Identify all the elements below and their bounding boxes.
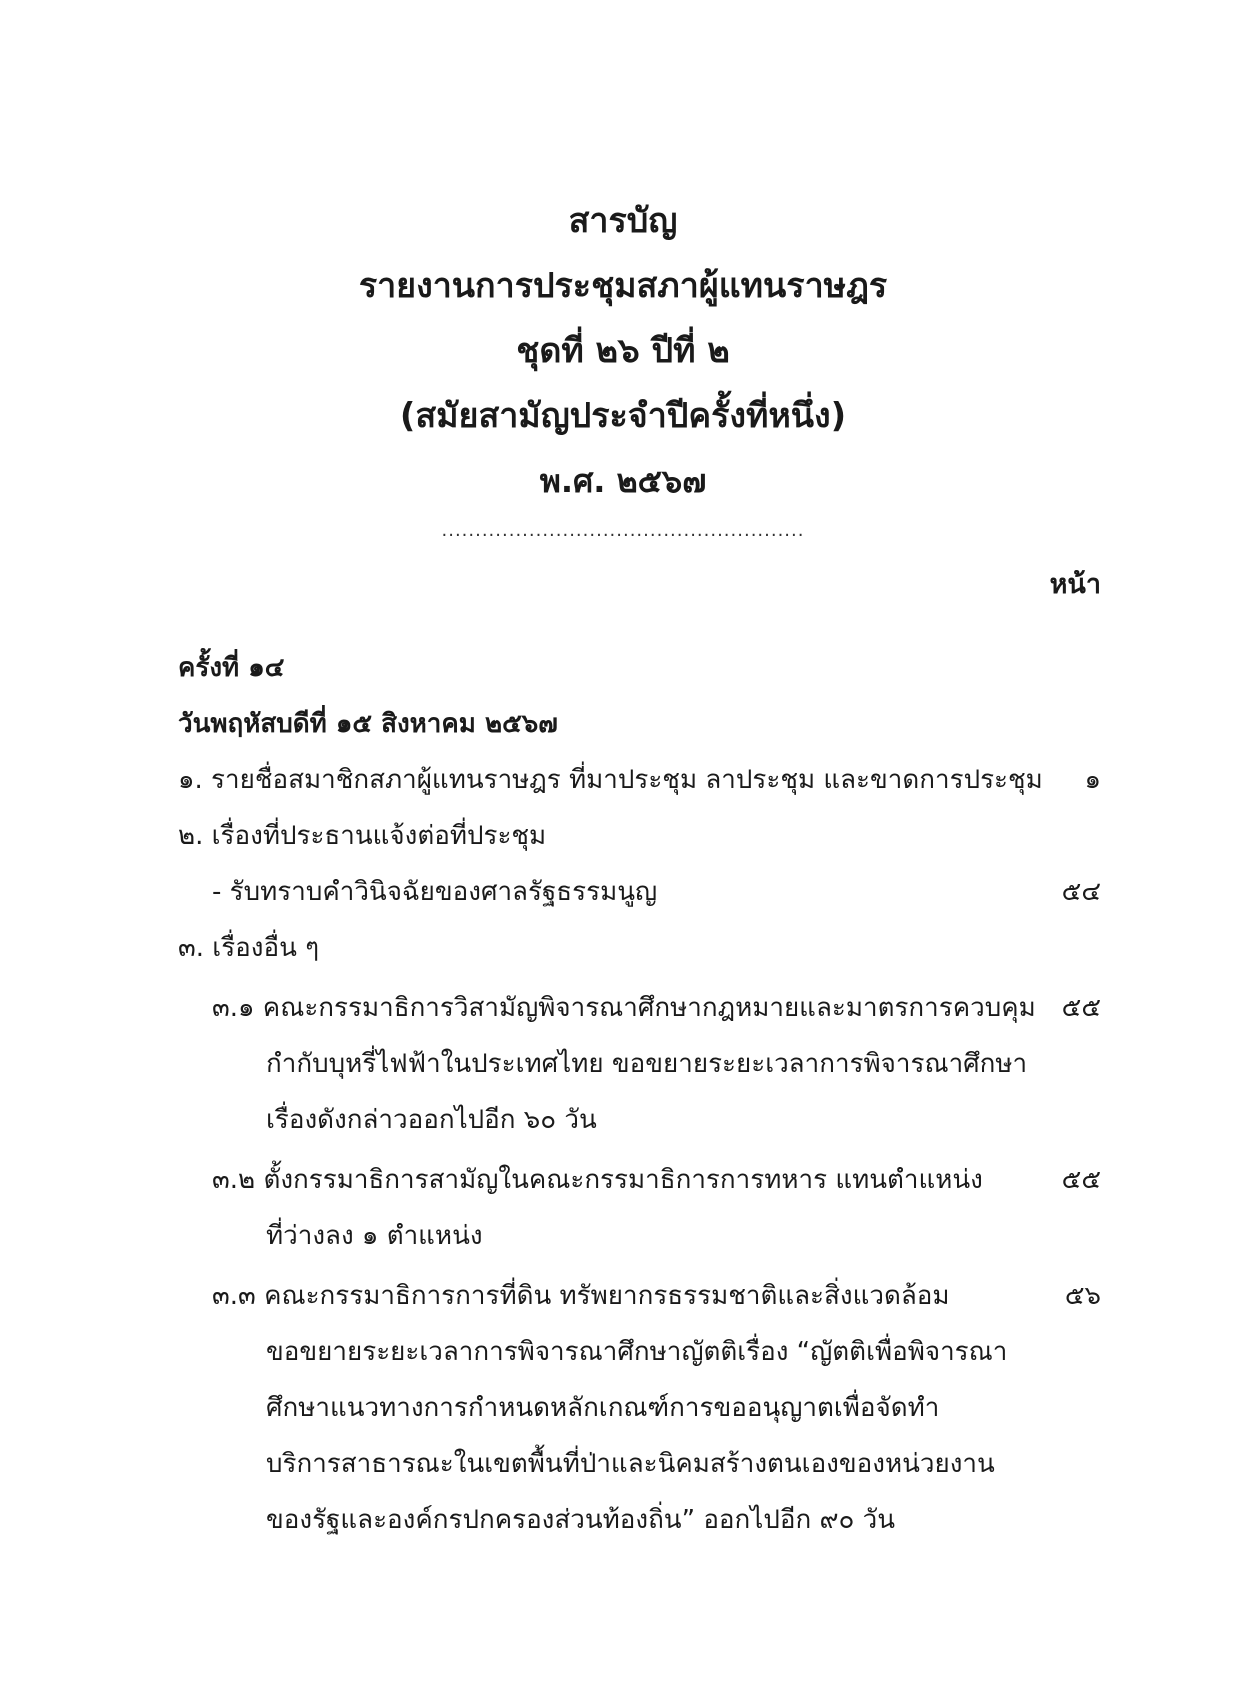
toc-item-continuation: ศึกษาแนวทางการกำหนดหลักเกณฑ์การขออนุญาตเพื่อจัดทำ xyxy=(266,1393,940,1423)
buddhist-year: พ.ศ. ๒๕๖๗ xyxy=(539,462,707,500)
page-column-label: หน้า xyxy=(1049,569,1101,600)
report-title: รายงานการประชุมสภาผู้แทนราษฎร xyxy=(358,266,888,306)
toc-item-1 xyxy=(178,752,1101,808)
toc-page-number: ๕๔ xyxy=(1061,877,1101,907)
toc-item-text: - รับทราบคำวินิจฉัยของศาลรัฐธรรมนูญ xyxy=(212,877,658,907)
toc-item-continuation: ขอขยายระยะเวลาการพิจารณาศึกษาญัตติเรื่อง “ญัตติเพื่อพิจารณา xyxy=(266,1337,1008,1367)
toc-item-text: ๓.๑ คณะกรรมาธิการวิสามัญพิจารณาศึกษากฎหมายและมาตรการควบคุม xyxy=(212,993,1036,1023)
toc-item-text: ๑. รายชื่อสมาชิกสภาผู้แทนราษฎร ที่มาประชุม ลาประชุม และขาดการประชุม xyxy=(178,765,1043,795)
toc-item-continuation: ของรัฐและองค์กรปกครองส่วนท้องถิ่น” ออกไปอีก ๙๐ วัน xyxy=(266,1505,896,1535)
toc-item-continuation: เรื่องดังกล่าวออกไปอีก ๖๐ วัน xyxy=(266,1105,597,1135)
toc-item-text: ๓.๓ คณะกรรมาธิการการที่ดิน ทรัพยากรธรรมชาติและสิ่งแวดล้อม xyxy=(212,1281,950,1311)
toc-item-text: ๒. เรื่องที่ประธานแจ้งต่อที่ประชุม xyxy=(178,821,547,851)
toc-item-3 xyxy=(178,920,1101,976)
toc-page-number: ๕๕ xyxy=(1061,1165,1101,1195)
session-number: ครั้งที่ ๑๔ xyxy=(178,653,285,683)
toc-page-number: ๕๖ xyxy=(1064,1281,1101,1311)
toc-page-number: ๕๕ xyxy=(1061,993,1101,1023)
toc-item-continuation: ที่ว่างลง ๑ ตำแหน่ง xyxy=(266,1221,483,1251)
series-year: ชุดที่ ๒๖ ปีที่ ๒ xyxy=(516,331,730,371)
toc-item-text: ๓.๒ ตั้งกรรมาธิการสามัญในคณะกรรมาธิการการทหาร แทนตำแหน่ง xyxy=(212,1165,983,1195)
toc-item-continuation: บริการสาธารณะในเขตพื้นที่ป่าและนิคมสร้างตนเองของหน่วยงาน xyxy=(266,1449,995,1479)
dotted-separator: ...................................................... xyxy=(441,520,805,541)
toc-item-2 xyxy=(178,808,1101,864)
toc-subitem-3-2 xyxy=(178,1152,1101,1208)
toc-subitem-3-1 xyxy=(178,980,1101,1036)
toc-item-text: ๓. เรื่องอื่น ๆ xyxy=(178,933,320,963)
table-of-contents xyxy=(178,640,1101,1548)
toc-page-number: ๑ xyxy=(1084,765,1101,795)
session-date: วันพฤหัสบดีที่ ๑๕ สิงหาคม ๒๕๖๗ xyxy=(178,709,558,739)
toc-subitem-2a xyxy=(178,864,1101,920)
session-type: (สมัยสามัญประจำปีครั้งที่หนึ่ง) xyxy=(399,396,847,436)
document-title: สารบัญ xyxy=(568,201,678,241)
toc-subitem-3-3 xyxy=(178,1268,1101,1324)
toc-item-continuation: กำกับบุหรี่ไฟฟ้าในประเทศไทย ขอขยายระยะเวลาการพิจารณาศึกษา xyxy=(266,1049,1028,1079)
